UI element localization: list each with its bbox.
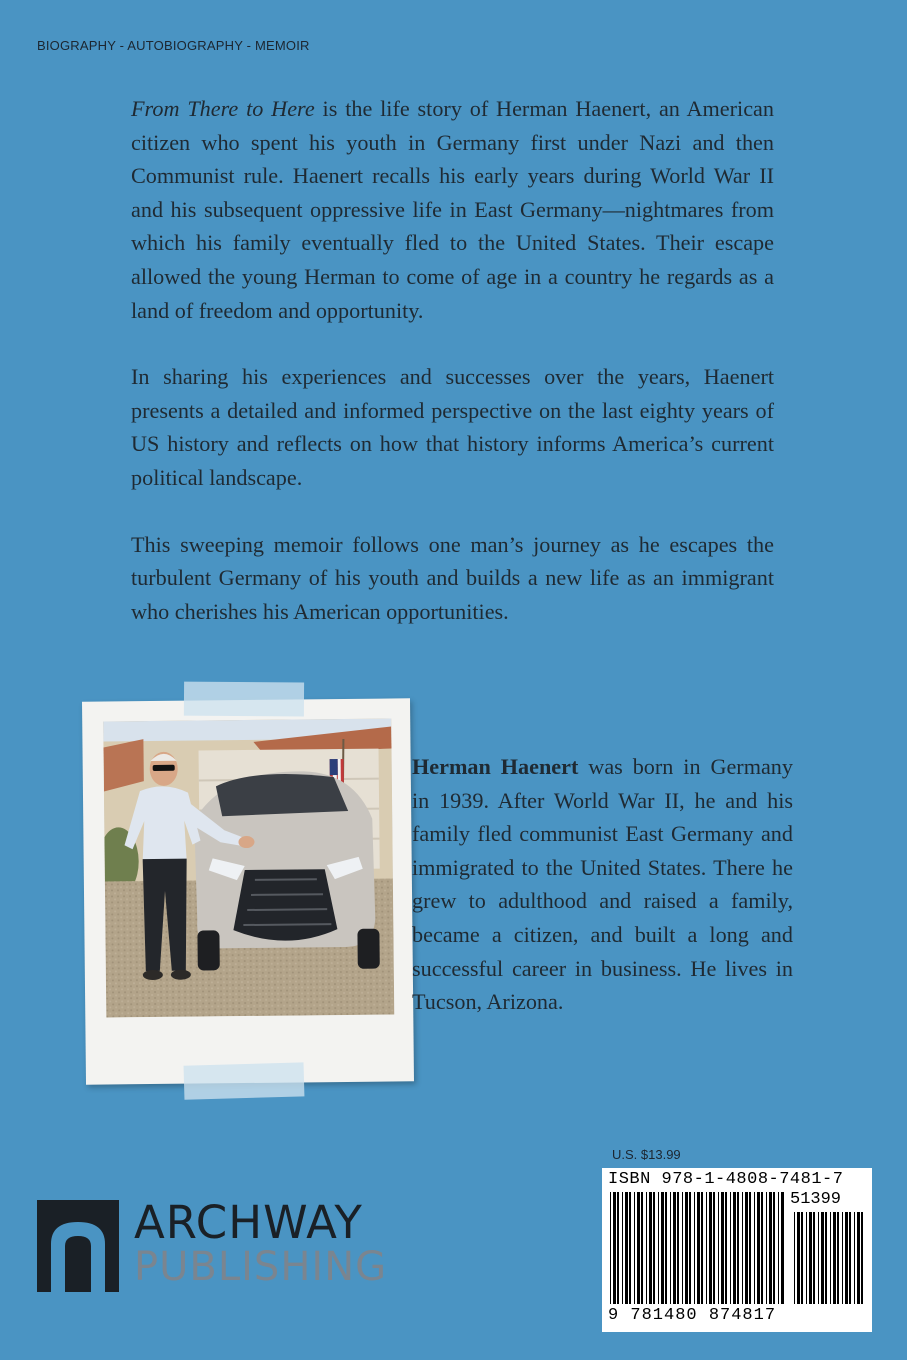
barcode-bar xyxy=(725,1192,727,1304)
barcode-bar xyxy=(622,1192,623,1304)
barcode-bar xyxy=(813,1212,815,1304)
barcode-bar xyxy=(737,1192,739,1304)
isbn-barcode xyxy=(602,1168,872,1332)
barcode-bar xyxy=(809,1212,812,1304)
barcode-bar xyxy=(842,1212,843,1304)
barcode-bars-main xyxy=(608,1192,786,1304)
blurb-paragraph-1-text: is the life story of Herman Haenert, an American citizen who spent his youth in Germany first under Nazi and then Communist rule. Haenert recalls his early years during World War II and his subsequent oppressive life in East Germany—nightmares from which his family eventually fled to the United States. Their escape allowed the young Herman to come of age in a country he regards as a land of freedom and opportunity. xyxy=(131,96,774,323)
barcode-bar xyxy=(830,1212,831,1304)
category-label: BIOGRAPHY - AUTOBIOGRAPHY - MEMOIR xyxy=(37,38,310,53)
barcode-bar xyxy=(733,1192,736,1304)
barcode-bar xyxy=(781,1192,784,1304)
barcode-bar xyxy=(677,1192,679,1304)
barcode-bar xyxy=(821,1212,824,1304)
barcode-bar xyxy=(742,1192,743,1304)
barcode-bar xyxy=(649,1192,652,1304)
barcode-bar xyxy=(637,1192,640,1304)
barcode-bar xyxy=(825,1212,827,1304)
barcode-bar xyxy=(625,1192,628,1304)
barcode-bar xyxy=(849,1212,851,1304)
book-title: From There to Here xyxy=(131,96,315,121)
barcode-bar xyxy=(718,1192,719,1304)
barcode-bar xyxy=(801,1212,803,1304)
barcode-bar xyxy=(730,1192,731,1304)
barcode-bar xyxy=(689,1192,691,1304)
barcode-bar xyxy=(837,1212,839,1304)
barcode-bar xyxy=(761,1192,763,1304)
back-cover-blurb xyxy=(131,92,774,661)
barcode-bar xyxy=(806,1212,807,1304)
barcode-bar xyxy=(749,1192,751,1304)
barcode-bar xyxy=(766,1192,767,1304)
barcode-bar xyxy=(861,1212,863,1304)
barcode-bar xyxy=(854,1212,855,1304)
barcode-bar xyxy=(818,1212,819,1304)
archway-arch-icon xyxy=(37,1200,119,1292)
barcode-bar xyxy=(617,1192,619,1304)
barcode-bar xyxy=(721,1192,724,1304)
barcode-bar xyxy=(709,1192,712,1304)
barcode-bar xyxy=(833,1212,836,1304)
barcode-bar xyxy=(778,1192,779,1304)
price-label: U.S. $13.99 xyxy=(612,1147,681,1162)
barcode-bar xyxy=(694,1192,695,1304)
barcode-bar xyxy=(713,1192,715,1304)
blurb-paragraph-2: In sharing his experiences and successes over the years, Haenert presents a detailed and informed perspective on the last eighty years of US history and reflects on how that history informs America’s current political landscape. xyxy=(131,364,774,490)
barcode-bar xyxy=(769,1192,772,1304)
publisher-name-line1: ARCHWAY xyxy=(134,1196,363,1249)
author-name: Herman Haenert xyxy=(412,754,579,779)
barcode-bar xyxy=(845,1212,848,1304)
barcode-bar xyxy=(745,1192,748,1304)
author-photo-polaroid xyxy=(82,698,414,1084)
barcode-bar xyxy=(641,1192,643,1304)
barcode-bar xyxy=(697,1192,700,1304)
tape-strip-top xyxy=(184,682,304,717)
blurb-paragraph-3: This sweeping memoir follows one man’s journey as he escapes the turbulent Germany of his youth and builds a new life as an immigrant who cherishes his American opportunities. xyxy=(131,531,774,624)
barcode-bar xyxy=(613,1192,616,1304)
publisher-name-line2: PUBLISHING xyxy=(134,1244,388,1290)
author-photo xyxy=(103,718,394,1017)
barcode-addon-number: 51399 xyxy=(790,1190,842,1209)
barcode-bar xyxy=(754,1192,755,1304)
author-bio-text: was born in Germany in 1939. After World War II, he and his family fled communist East Germany and immigrated to the United States. There he grew to adulthood and raised a family, became a citizen, and built a long and successful career in business. He lives in Tucson, Arizona. xyxy=(412,754,793,1015)
barcode-bar xyxy=(682,1192,683,1304)
barcode-bar xyxy=(857,1212,860,1304)
barcode-bar xyxy=(797,1212,800,1304)
barcode-bar xyxy=(665,1192,667,1304)
barcode-bar xyxy=(658,1192,659,1304)
barcode-bar xyxy=(634,1192,635,1304)
barcode-bar xyxy=(673,1192,676,1304)
blurb-paragraph-1 xyxy=(131,92,774,327)
barcode-bar xyxy=(685,1192,688,1304)
tape-strip-bottom xyxy=(184,1062,305,1099)
barcode-bar xyxy=(629,1192,631,1304)
barcode-bars-addon xyxy=(792,1212,868,1304)
barcode-bar xyxy=(661,1192,664,1304)
author-photo-illustration xyxy=(103,718,394,1017)
barcode-bar xyxy=(670,1192,671,1304)
barcode-bar xyxy=(794,1212,795,1304)
polaroid-frame xyxy=(82,698,414,1084)
publisher-logo xyxy=(37,1196,427,1292)
barcode-bar xyxy=(646,1192,647,1304)
ean-number: 9 781480 874817 xyxy=(608,1306,777,1325)
barcode-bar xyxy=(701,1192,703,1304)
author-bio xyxy=(412,750,793,1019)
isbn-number: ISBN 978-1-4808-7481-7 xyxy=(608,1170,844,1189)
barcode-bar xyxy=(757,1192,760,1304)
barcode-bar xyxy=(773,1192,775,1304)
barcode-bar xyxy=(653,1192,655,1304)
barcode-bar xyxy=(706,1192,707,1304)
barcode-bar xyxy=(610,1192,611,1304)
